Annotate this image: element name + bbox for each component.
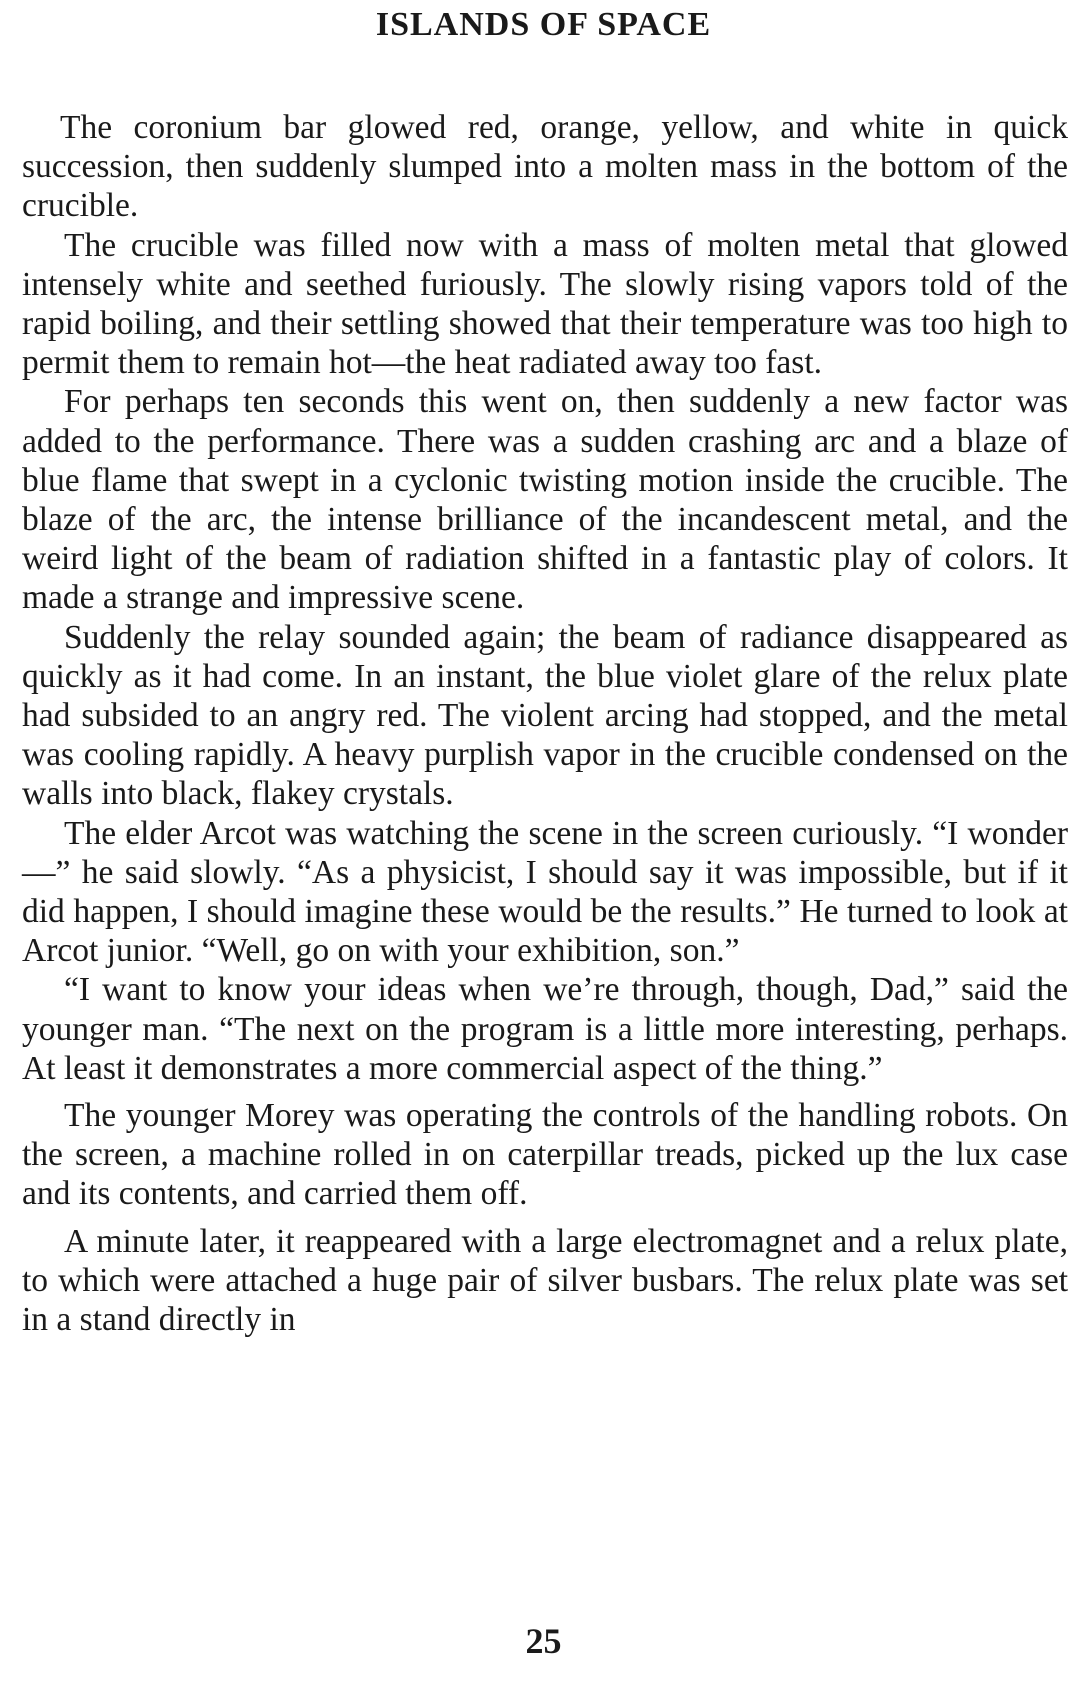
paragraph: For perhaps ten seconds this went on, then suddenly a new factor was added to the performance. There was a sudden crashing arc and a blaze of blue flame that swept in a cyclonic twisting motion inside the crucible. The blaze of the arc, the intense brilliance of the incandescent metal, and the weird light of the beam of radiation shifted in a fantastic play of colors. It made a strange and impressive scene. <box>22 383 1068 617</box>
body-text <box>22 108 1068 1339</box>
running-title: ISLANDS OF SPACE <box>375 6 712 43</box>
paragraph: A minute later, it reappeared with a large electromagnet and a relux plate, to which were attached a huge pair of silver busbars. The relux plate was set in a stand directly in <box>22 1222 1068 1339</box>
paragraph: The younger Morey was operating the controls of the handling robots. On the screen, a machine rolled in on caterpillar treads, picked up the lux case and its contents, and carried them off. <box>22 1097 1068 1213</box>
paragraph: The crucible was filled now with a mass of molten metal that glowed intensely white and seethed furiously. The slowly rising vapors told of the rapid boiling, and their settling showed that their temperature was too high to permit them to remain hot—the heat radiated away too fast. <box>22 226 1068 382</box>
paragraph: The coronium bar glowed red, orange, yellow, and white in quick succession, then suddenly slumped into a molten mass in the bottom of the crucible. <box>22 109 1068 225</box>
paragraph: Suddenly the relay sounded again; the beam of radiance disappeared as quickly as it had come. In an instant, the blue violet glare of the relux plate had subsided to an angry red. The violent arcing had stopped, and the metal was cooling rapidly. A heavy purplish vapor in the crucible condensed on the walls into black, flakey crystals. <box>22 618 1068 813</box>
page-number: 25 <box>525 1621 562 1661</box>
paragraph: “I want to know your ideas when we’re through, though, Dad,” said the younger man. “The next on the program is a little more interesting, perhaps. At least it demonstrates a more commercial aspect of the thing.” <box>22 971 1068 1087</box>
paragraph: The elder Arcot was watching the scene in the screen curiously. “I wonder—” he said slowly. “As a physicist, I should say it was impossible, but if it did happen, I should imagine these would be the results.” He turned to look at Arcot junior. “Well, go on with your exhibition, son.” <box>22 814 1068 970</box>
